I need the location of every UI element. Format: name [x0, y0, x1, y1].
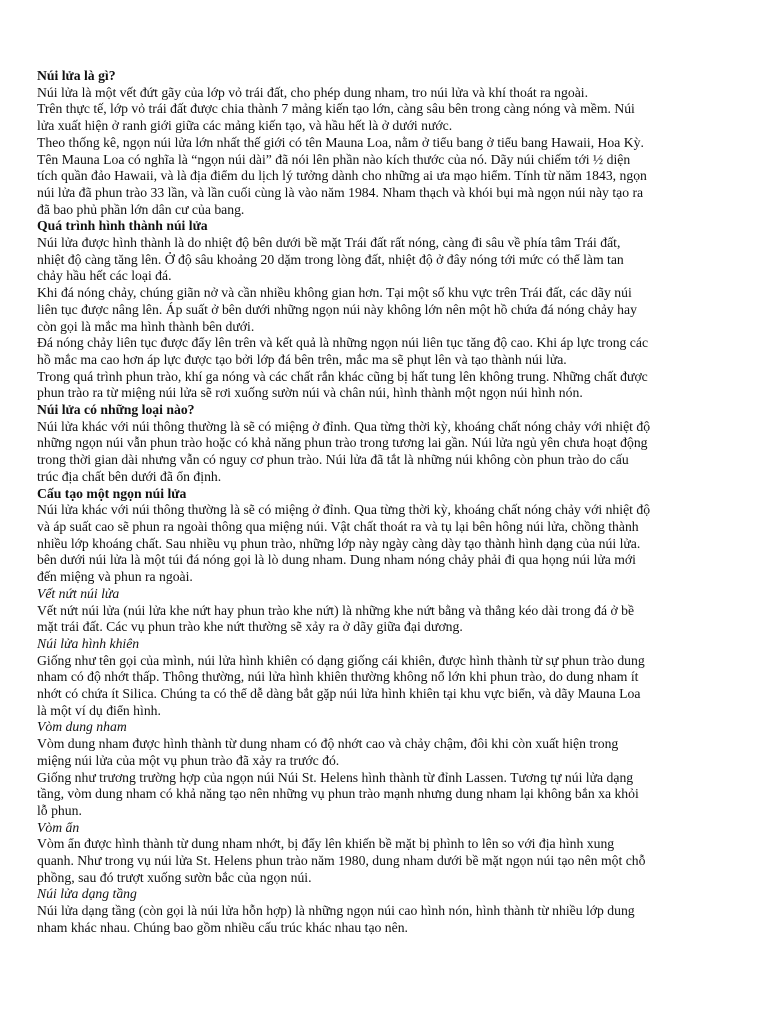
- body-text-line: nhiều lớp khoáng chất. Sau nhiều vụ phun trào, những lớp này ngày càng dày tạo thành hình dạng của núi lửa.: [37, 535, 641, 551]
- body-text-line: tích quần đảo Hawaii, và là địa điểm du lịch lý tưởng dành cho những ai ưa mạo hiểm. Tính từ năm 1843, ngọn: [37, 168, 647, 184]
- subsection-heading: Núi lửa dạng tầng: [37, 886, 137, 902]
- subsection-heading: Vết nứt núi lửa: [37, 585, 120, 601]
- subsection-heading: Núi lửa hình khiên: [37, 635, 140, 651]
- body-text-line: Vòm dung nham được hình thành từ dung nham có độ nhớt cao và chảy chậm, đôi khi còn xuất hiện trong: [37, 736, 619, 752]
- body-text-line: còn gọi là mắc ma hình thành bên dưới.: [37, 318, 255, 334]
- body-text-line: hồ mắc ma cao hơn áp lực được tạo bởi lớp đá bên trên, mắc ma sẽ phụt lên và tạo thành núi lửa.: [37, 351, 567, 367]
- body-text-line: trúc địa chất bên dưới đã ổn định.: [37, 468, 222, 484]
- body-text-line: những ngọn núi vẫn phun trào hoặc có khả năng phun trào trong tương lai gần. Núi lửa ngủ yên chưa hoạt động: [37, 435, 648, 451]
- body-text-line: Giống như tên gọi của mình, núi lửa hình khiên có dạng giống cái khiên, được hình thành từ sự phun trào dung: [37, 652, 645, 668]
- body-text-line: núi lửa đã phun trào 33 lần, và lần cuối cùng là vào năm 1984. Nham thạch và khói bụi mà ngọn núi này tạo ra: [37, 184, 644, 200]
- body-text-line: Tên Mauna Loa có nghĩa là “ngọn núi dài” đã nói lên phần nào kích thước của nó. Dãy núi chiếm tới ½ diện: [37, 151, 631, 167]
- body-text-line: lửa xuất hiện ở ranh giới giữa các mảng kiến tạo, và hầu hết là ở dưới nước.: [37, 118, 453, 134]
- body-text-line: nham có độ nhớt thấp. Thông thường, núi lửa hình khiên thường không nổ lớn khi phun trào, do dung nham ít: [37, 669, 639, 685]
- subsection-heading: Vòm ẩn: [37, 819, 80, 835]
- body-text-line: mặt trái đất. Các vụ phun trào khe nứt thường sẽ xảy ra ở dãy giữa đại dương.: [37, 619, 463, 635]
- body-text-line: Núi lửa được hình thành là do nhiệt độ bên dưới bề mặt Trái đất rất nóng, càng đi sâu về phía tâm Trái đất,: [37, 235, 621, 251]
- section-heading: Quá trình hình thành núi lửa: [37, 218, 208, 234]
- body-text-line: miệng núi lửa của một vụ phun trào đã xảy ra trước đó.: [37, 752, 340, 768]
- body-text-line: Núi lửa khác với núi thông thường là sẽ có miệng ở đỉnh. Qua từng thời kỳ, khoáng chất nóng chảy với nhiệt độ: [37, 502, 651, 518]
- body-text-line: Khi đá nóng chảy, chúng giãn nở và cần nhiều không gian hơn. Tại một số khu vực trên Trái đất, các dãy núi: [37, 285, 632, 301]
- body-text-line: tầng, vòm dung nham có khả năng tạo nên những vụ phun trào mạnh nhưng dung nham lại không bắn xa khỏi: [37, 786, 639, 802]
- body-text-line: bên dưới núi lửa là một túi đá nóng gọi là lò dung nham. Dung nham nóng chảy phải đi qua họng núi lửa mới: [37, 552, 636, 568]
- body-text-line: Núi lửa là một vết đứt gãy của lớp vỏ trái đất, cho phép dung nham, tro núi lửa và khí thoát ra ngoài.: [37, 84, 589, 100]
- body-text-line: lỗ phun.: [37, 802, 82, 818]
- body-text-line: Núi lửa dạng tầng (còn gọi là núi lửa hỗn hợp) là những ngọn núi cao hình nón, hình thành từ nhiều lớp dung: [37, 903, 635, 919]
- section-heading: Núi lửa là gì?: [37, 68, 116, 83]
- body-text-line: Trên thực tế, lớp vỏ trái đất được chia thành 7 mảng kiến tạo lớn, càng sâu bên trong càng nóng và mềm. Núi: [37, 101, 635, 117]
- body-text-line: đã bao phủ phần lớn dân cư của bang.: [37, 201, 245, 217]
- body-text-line: chảy hầu hết các loại đá.: [37, 268, 172, 284]
- body-text-line: liên tục được nâng lên. Áp suất ở bên dưới những ngọn núi này không lớn nên một hồ chứa đá nóng chảy hay: [37, 301, 637, 317]
- body-text-line: Giống như trương trường hợp của ngọn núi Núi St. Helens hình thành từ đỉnh Lassen. Tương tự núi lửa dạng: [37, 769, 634, 785]
- section-heading: Núi lửa có những loại nào?: [37, 402, 195, 418]
- body-text-line: nham khác nhau. Chúng bao gồm nhiều cấu trúc khác nhau tạo nên.: [37, 919, 408, 935]
- body-text-line: nhiệt độ càng tăng lên. Ở độ sâu khoảng 20 dặm trong lòng đất, nhiệt độ ở đây nóng tới mức có thể làm tan: [37, 251, 624, 267]
- body-text-line: Trong quá trình phun trào, khí ga nóng và các chất rắn khác cũng bị hất tung lên không trung. Những chất được: [37, 368, 648, 384]
- body-text-line: phun trào ra từ miệng núi lửa sẽ rơi xuống sườn núi và chân núi, hình thành một ngọn núi hình nón.: [37, 385, 583, 401]
- body-text-line: là một ví dụ điển hình.: [37, 702, 161, 718]
- body-text-line: quanh. Như trong vụ núi lửa St. Helens phun trào năm 1980, dung nham dưới bề mặt ngọn núi tạo nên một chỗ: [37, 853, 646, 869]
- section-heading: Cấu tạo một ngọn núi lửa: [37, 485, 187, 501]
- body-text-line: Núi lửa khác với núi thông thường là sẽ có miệng ở đỉnh. Qua từng thời kỳ, khoáng chất nóng chảy với nhiệt độ: [37, 418, 651, 434]
- body-text-line: Theo thống kê, ngọn núi lửa lớn nhất thế giới có tên Mauna Loa, nằm ở tiểu bang ở tiểu bang Hawaii, Hoa Kỳ.: [37, 134, 644, 150]
- body-text-line: Vòm ẩn được hình thành từ dung nham nhớt, bị đẩy lên khiến bề mặt bị phình to lên so với địa hình xung: [37, 836, 615, 852]
- body-text-line: đến miệng và phun ra ngoài.: [37, 569, 193, 585]
- body-text-line: phồng, sau đó trượt xuống sườn bắc của ngọn núi.: [37, 869, 312, 885]
- body-text-line: Đá nóng chảy liên tục được đẩy lên trên và kết quả là những ngọn núi liên tục tăng độ cao. Khi áp lực trong các: [37, 335, 649, 351]
- body-text-line: trong thời gian dài nhưng vẫn có nguy cơ phun trào. Núi lửa đã tắt là những núi không còn phun trào do cấu: [37, 452, 629, 468]
- body-text-line: nhớt có chứa ít Silica. Chúng ta có thể dễ dàng bắt gặp núi lửa hình khiên tại khu vực biển, và dãy Mauna Loa: [37, 686, 641, 702]
- body-text-line: và áp suất cao sẽ phun ra ngoài thông qua miệng núi. Vật chất thoát ra và tụ lại bên hông núi lửa, chồng thành: [37, 518, 639, 534]
- body-text-line: Vết nứt núi lửa (núi lửa khe nứt hay phun trào khe nứt) là những khe nứt bằng và thẳng kéo dài trong đá ở bề: [37, 602, 635, 618]
- subsection-heading: Vòm dung nham: [37, 719, 127, 735]
